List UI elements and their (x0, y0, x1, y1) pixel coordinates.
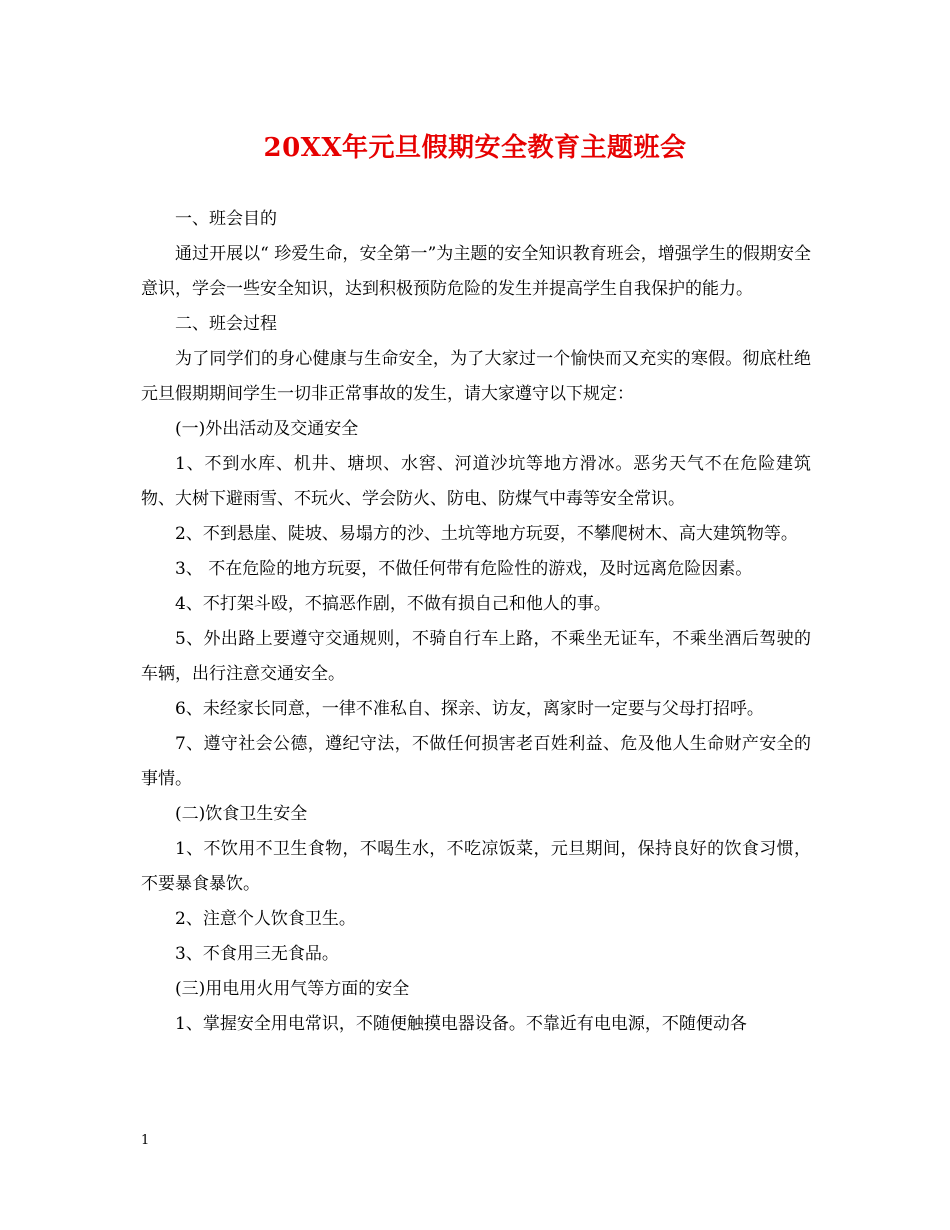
list-item: 4、不打架斗殴，不搞恶作剧，不做有损自己和他人的事。 (175, 594, 611, 614)
list-item: 1、不到水库、机井、塘坝、水窖、河道沙坑等地方滑冰。恶劣天气不在危险建筑物、大树下避雨雪、不玩火、学会防火、防电、防煤气中毒等安全常识。 (141, 454, 811, 509)
list-item: 1、不饮用不卫生食物，不喝生水，不吃凉饭菜，元旦期间，保持良好的饮食习惯，不要暴食暴饮。 (141, 839, 811, 894)
list-item: 7、遵守社会公德，遵纪守法，不做任何损害老百姓利益、危及他人生命财产安全的事情。 (141, 734, 811, 789)
list-item: 5、外出路上要遵守交通规则，不骑自行车上路，不乘坐无证车，不乘坐酒后驾驶的车辆，出行注意交通安全。 (141, 629, 811, 684)
section-heading: 一、班会目的 (175, 209, 277, 229)
list-item: 1、掌握安全用电常识，不随便触摸电器设备。不靠近有电电源，不随便动各 (175, 1014, 747, 1034)
subsection-heading: (一)外出活动及交通安全 (175, 419, 359, 439)
document-body (141, 202, 811, 1042)
document-title: 20XX年元旦假期安全教育主题班会 (263, 133, 687, 163)
body-paragraph: 通过开展以“ 珍爱生命，安全第一”为主题的安全知识教育班会，增强学生的假期安全意识，学会一些安全知识，达到积极预防危险的发生并提高学生自我保护的能力。 (141, 244, 811, 299)
list-item: 2、不到悬崖、陡坡、易塌方的沙、土坑等地方玩耍，不攀爬树木、高大建筑物等。 (175, 524, 798, 544)
list-item: 6、未经家长同意，一律不准私自、探亲、访友，离家时一定要与父母打招呼。 (175, 699, 764, 719)
subsection-heading: (三)用电用火用气等方面的安全 (175, 979, 410, 999)
subsection-heading: (二)饮食卫生安全 (175, 804, 308, 824)
list-item: 3、 不在危险的地方玩耍，不做任何带有危险性的游戏，及时远离危险因素。 (175, 559, 753, 579)
body-paragraph: 为了同学们的身心健康与生命安全，为了大家过一个愉快而又充实的寒假。彻底杜绝元旦假期期间学生一切非正常事故的发生，请大家遵守以下规定： (141, 349, 811, 404)
list-item: 2、注意个人饮食卫生。 (175, 909, 356, 929)
section-heading: 二、班会过程 (175, 314, 277, 334)
page-number: 1 (141, 1133, 150, 1148)
list-item: 3、不食用三无食品。 (175, 944, 339, 964)
